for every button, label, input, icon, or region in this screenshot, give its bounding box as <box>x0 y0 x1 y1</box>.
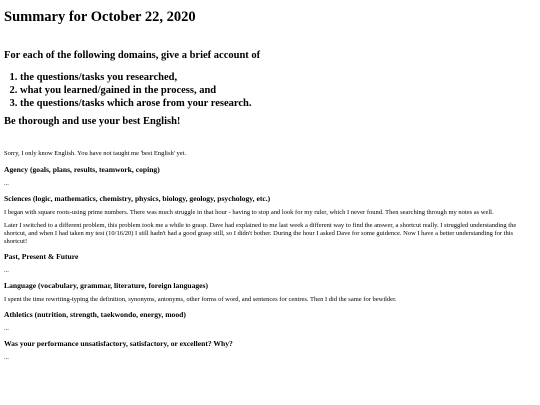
section-text-performance: ... <box>4 354 9 361</box>
apology-note: Sorry, I only know English. You have not taught me 'best English' yet. <box>4 150 187 157</box>
section-title-language: Language (vocabulary, grammar, literature, foreign languages) <box>4 281 209 290</box>
intro-item: 3. the questions/tasks which arose from your research. <box>20 97 252 110</box>
intro-list <box>4 71 252 110</box>
page-title: Summary for October 22, 2020 <box>4 9 196 25</box>
instruction-heading: Be thorough and use your best English! <box>4 116 181 127</box>
section-title-sciences: Sciences (logic, mathematics, chemistry, physics, biology, geology, psychology, etc.) <box>4 194 271 203</box>
section-text-past: ... <box>4 267 9 274</box>
intro-heading: For each of the following domains, give a brief account of <box>4 50 261 61</box>
section-title-past: Past, Present & Future <box>4 252 79 261</box>
intro-item: 1. the questions/tasks you researched, <box>20 71 252 84</box>
summary-body <box>4 149 534 362</box>
section-title-performance: Was your performance unsatisfactory, satisfactory, or excellent? Why? <box>4 339 233 348</box>
section-text-athletics: ... <box>4 325 9 332</box>
intro-item: 2. what you learned/gained in the process, and <box>20 84 252 97</box>
section-title-athletics: Athletics (nutrition, strength, taekwondo, energy, mood) <box>4 310 186 319</box>
section-title-agency: Agency (goals, plans, results, teamwork, coping) <box>4 165 160 174</box>
section-text-language: I spent the time rewriting-typing the definition, synonyms, antonyms, other forms of word, and sentences for centres. Then I did the same for bewilder. <box>4 296 397 303</box>
section-text-agency: ... <box>4 180 9 187</box>
section-text-sciences-1: I began with square roots-using prime numbers. There was much struggle in that hour - having to stop and look for my ruler, which I never found. Then searching through my notes as well. <box>4 209 494 216</box>
section-text-sciences-2: Later I switched to a different problem, this problem took me a while to grasp. Dave had explained to me last week a different way to find the answer, a shortcut really. I struggled understanding the shortcut, and when I had taken my test (10/16/20) I still hadn't had a good grasp still, so I didn't bother. During the hour I asked Dave for some guidence. Now I have a better understanding for this shortcut! <box>4 222 517 245</box>
